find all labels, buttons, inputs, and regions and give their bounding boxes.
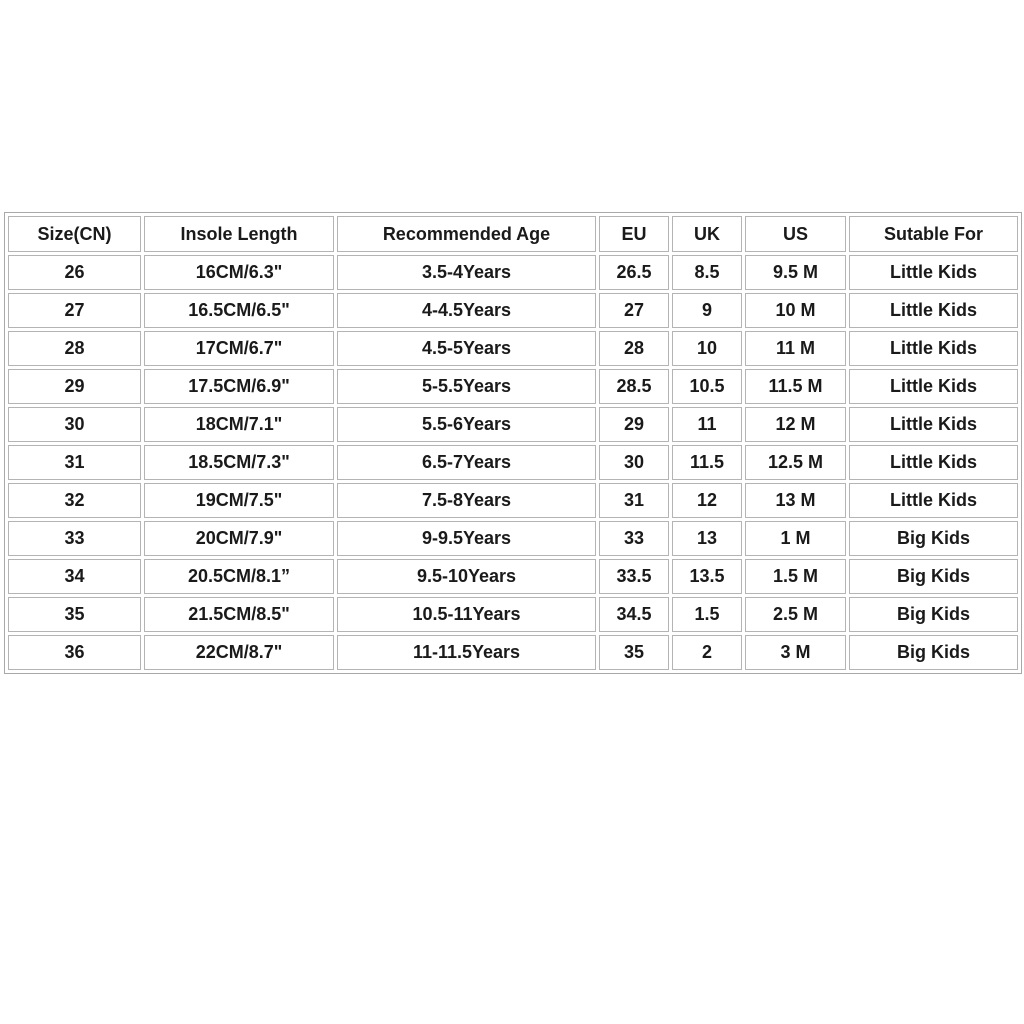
header-us: US (745, 216, 846, 252)
header-insole-length: Insole Length (144, 216, 334, 252)
cell-recommended-age: 5-5.5Years (337, 369, 596, 404)
cell-size-cn: 32 (8, 483, 141, 518)
cell-suitable-for: Big Kids (849, 559, 1018, 594)
cell-suitable-for: Little Kids (849, 483, 1018, 518)
cell-recommended-age: 7.5-8Years (337, 483, 596, 518)
table-row (8, 483, 1018, 518)
cell-us: 12.5 M (745, 445, 846, 480)
cell-size-cn: 30 (8, 407, 141, 442)
cell-size-cn: 31 (8, 445, 141, 480)
cell-recommended-age: 4-4.5Years (337, 293, 596, 328)
cell-us: 9.5 M (745, 255, 846, 290)
cell-size-cn: 28 (8, 331, 141, 366)
table-row (8, 597, 1018, 632)
cell-size-cn: 29 (8, 369, 141, 404)
cell-suitable-for: Little Kids (849, 293, 1018, 328)
cell-recommended-age: 9.5-10Years (337, 559, 596, 594)
cell-insole-length: 20.5CM/8.1” (144, 559, 334, 594)
table-row (8, 445, 1018, 480)
cell-uk: 13.5 (672, 559, 742, 594)
cell-size-cn: 26 (8, 255, 141, 290)
header-recommended-age: Recommended Age (337, 216, 596, 252)
cell-suitable-for: Little Kids (849, 255, 1018, 290)
cell-insole-length: 17CM/6.7" (144, 331, 334, 366)
table-row (8, 293, 1018, 328)
cell-insole-length: 19CM/7.5" (144, 483, 334, 518)
cell-recommended-age: 11-11.5Years (337, 635, 596, 670)
cell-eu: 31 (599, 483, 669, 518)
cell-insole-length: 17.5CM/6.9" (144, 369, 334, 404)
cell-eu: 30 (599, 445, 669, 480)
cell-us: 1.5 M (745, 559, 846, 594)
cell-eu: 34.5 (599, 597, 669, 632)
cell-eu: 28 (599, 331, 669, 366)
cell-suitable-for: Little Kids (849, 369, 1018, 404)
header-size-cn: Size(CN) (8, 216, 141, 252)
cell-insole-length: 21.5CM/8.5" (144, 597, 334, 632)
cell-recommended-age: 6.5-7Years (337, 445, 596, 480)
cell-suitable-for: Little Kids (849, 445, 1018, 480)
cell-eu: 33 (599, 521, 669, 556)
cell-us: 13 M (745, 483, 846, 518)
cell-eu: 35 (599, 635, 669, 670)
cell-size-cn: 36 (8, 635, 141, 670)
cell-us: 3 M (745, 635, 846, 670)
header-eu: EU (599, 216, 669, 252)
cell-eu: 27 (599, 293, 669, 328)
cell-uk: 11.5 (672, 445, 742, 480)
cell-us: 1 M (745, 521, 846, 556)
cell-insole-length: 18CM/7.1" (144, 407, 334, 442)
cell-insole-length: 18.5CM/7.3" (144, 445, 334, 480)
cell-suitable-for: Big Kids (849, 635, 1018, 670)
cell-us: 10 M (745, 293, 846, 328)
cell-insole-length: 22CM/8.7" (144, 635, 334, 670)
cell-size-cn: 33 (8, 521, 141, 556)
cell-us: 12 M (745, 407, 846, 442)
cell-size-cn: 27 (8, 293, 141, 328)
cell-eu: 26.5 (599, 255, 669, 290)
cell-suitable-for: Little Kids (849, 407, 1018, 442)
cell-uk: 2 (672, 635, 742, 670)
cell-uk: 9 (672, 293, 742, 328)
cell-insole-length: 16.5CM/6.5" (144, 293, 334, 328)
cell-uk: 10.5 (672, 369, 742, 404)
cell-recommended-age: 5.5-6Years (337, 407, 596, 442)
table-row (8, 407, 1018, 442)
cell-recommended-age: 10.5-11Years (337, 597, 596, 632)
cell-size-cn: 35 (8, 597, 141, 632)
cell-recommended-age: 4.5-5Years (337, 331, 596, 366)
cell-insole-length: 20CM/7.9" (144, 521, 334, 556)
cell-uk: 13 (672, 521, 742, 556)
cell-eu: 29 (599, 407, 669, 442)
table-row (8, 559, 1018, 594)
cell-us: 2.5 M (745, 597, 846, 632)
table-header-row (8, 216, 1018, 252)
table-row (8, 521, 1018, 556)
table-row (8, 331, 1018, 366)
cell-us: 11.5 M (745, 369, 846, 404)
table-row (8, 635, 1018, 670)
header-suitable-for: Sutable For (849, 216, 1018, 252)
cell-uk: 10 (672, 331, 742, 366)
cell-recommended-age: 9-9.5Years (337, 521, 596, 556)
cell-suitable-for: Big Kids (849, 521, 1018, 556)
cell-uk: 8.5 (672, 255, 742, 290)
cell-uk: 12 (672, 483, 742, 518)
cell-eu: 33.5 (599, 559, 669, 594)
cell-uk: 1.5 (672, 597, 742, 632)
cell-eu: 28.5 (599, 369, 669, 404)
table-row (8, 369, 1018, 404)
cell-suitable-for: Big Kids (849, 597, 1018, 632)
cell-us: 11 M (745, 331, 846, 366)
cell-recommended-age: 3.5-4Years (337, 255, 596, 290)
header-uk: UK (672, 216, 742, 252)
cell-size-cn: 34 (8, 559, 141, 594)
cell-suitable-for: Little Kids (849, 331, 1018, 366)
cell-uk: 11 (672, 407, 742, 442)
size-chart-table (4, 212, 1022, 674)
table-row (8, 255, 1018, 290)
cell-insole-length: 16CM/6.3" (144, 255, 334, 290)
